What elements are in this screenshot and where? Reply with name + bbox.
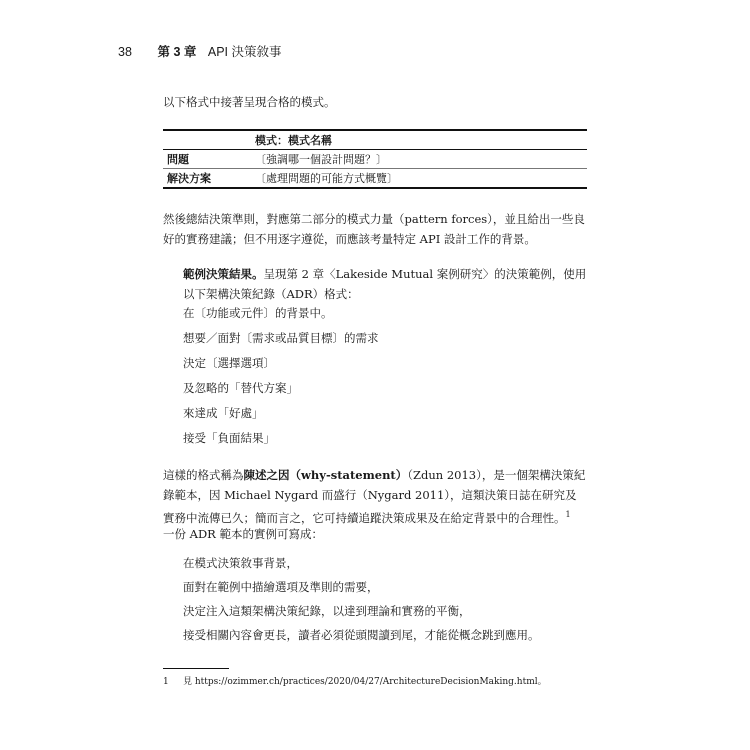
adr-example-line: 決定注入這類架構決策紀錄，以達到理論和實務的平衡， <box>183 604 471 618</box>
body-paragraph: 然後總結決策準則，對應第二部分的模式力量（pattern forces），並且給出一些良好的實務建議；但不用逐字遵從，而應該考量特定 API 設計工作的背景。 <box>163 212 585 246</box>
row-label: 問題 <box>163 150 251 169</box>
adr-example-line: 在模式決策敘事背景， <box>183 556 298 570</box>
example-paragraph <box>183 265 588 304</box>
example-heading: 範例決策結果。 <box>183 267 264 281</box>
intro-paragraph: 以下格式中接著呈現合格的模式。 <box>163 95 336 109</box>
footnote-text[interactable]: 見 https://ozimmer.ch/practices/2020/04/27/ArchitectureDecisionMaking.html。 <box>183 677 547 687</box>
why-statement-term: 陳述之因（why-statement） <box>243 468 408 482</box>
footnote-divider <box>163 668 229 669</box>
example-text: 呈現第 2 章〈Lakeside Mutual 案例研究〉的決策範例，使用以下架構決策紀錄（ADR）格式： <box>183 267 587 301</box>
adr-format-line: 接受「負面結果」 <box>183 431 275 445</box>
table-row <box>163 169 587 189</box>
row-value: 〔強調哪一個設計問題？〕 <box>251 150 587 169</box>
pattern-template-table <box>163 129 587 189</box>
adr-format-line: 及忽略的「替代方案」 <box>183 381 298 395</box>
adr-format-line: 在〔功能或元件〕的背景中。 <box>183 306 333 320</box>
page-number: 38 <box>118 45 132 59</box>
footnote-ref[interactable]: 1 <box>565 510 571 519</box>
adr-example-line: 接受相關內容會更長，讀者必須從頭閱讀到尾，才能從概念跳到應用。 <box>183 628 540 642</box>
adr-example-intro: 一份 ADR 範本的實例可寫成： <box>163 527 323 541</box>
row-label: 解決方案 <box>163 169 251 189</box>
footnote <box>163 674 547 687</box>
why-text-after: （Zdun 2013），是一個架構決策紀錄範本，因 Michael Nygard 而盛行（Nygard 2011），這類決策日誌在研究及實務中流傳已久；簡而言之，它可持續追蹤決策成果及在給定背景中的合理性。 <box>163 468 586 525</box>
adr-format-line: 想要／面對〔需求或品質目標〕的需求 <box>183 331 379 345</box>
adr-format-line: 來達成「好處」 <box>183 406 264 420</box>
table-header: 模式：模式名稱 <box>251 130 587 150</box>
adr-example-line: 面對在範例中描繪選項及準則的需要， <box>183 580 379 594</box>
table-row <box>163 150 587 169</box>
chapter-title: API 決策敘事 <box>207 45 282 59</box>
table-header-row <box>163 130 587 150</box>
row-value: 〔處理問題的可能方式概覽〕 <box>251 169 587 189</box>
running-header <box>118 42 282 60</box>
adr-format-line: 決定〔選擇選項〕 <box>183 356 275 370</box>
footnote-number: 1 <box>163 677 169 687</box>
why-statement-paragraph <box>163 466 588 528</box>
why-text-before: 這樣的格式稱為 <box>163 468 244 482</box>
chapter-number: 第 3 章 <box>157 45 197 59</box>
